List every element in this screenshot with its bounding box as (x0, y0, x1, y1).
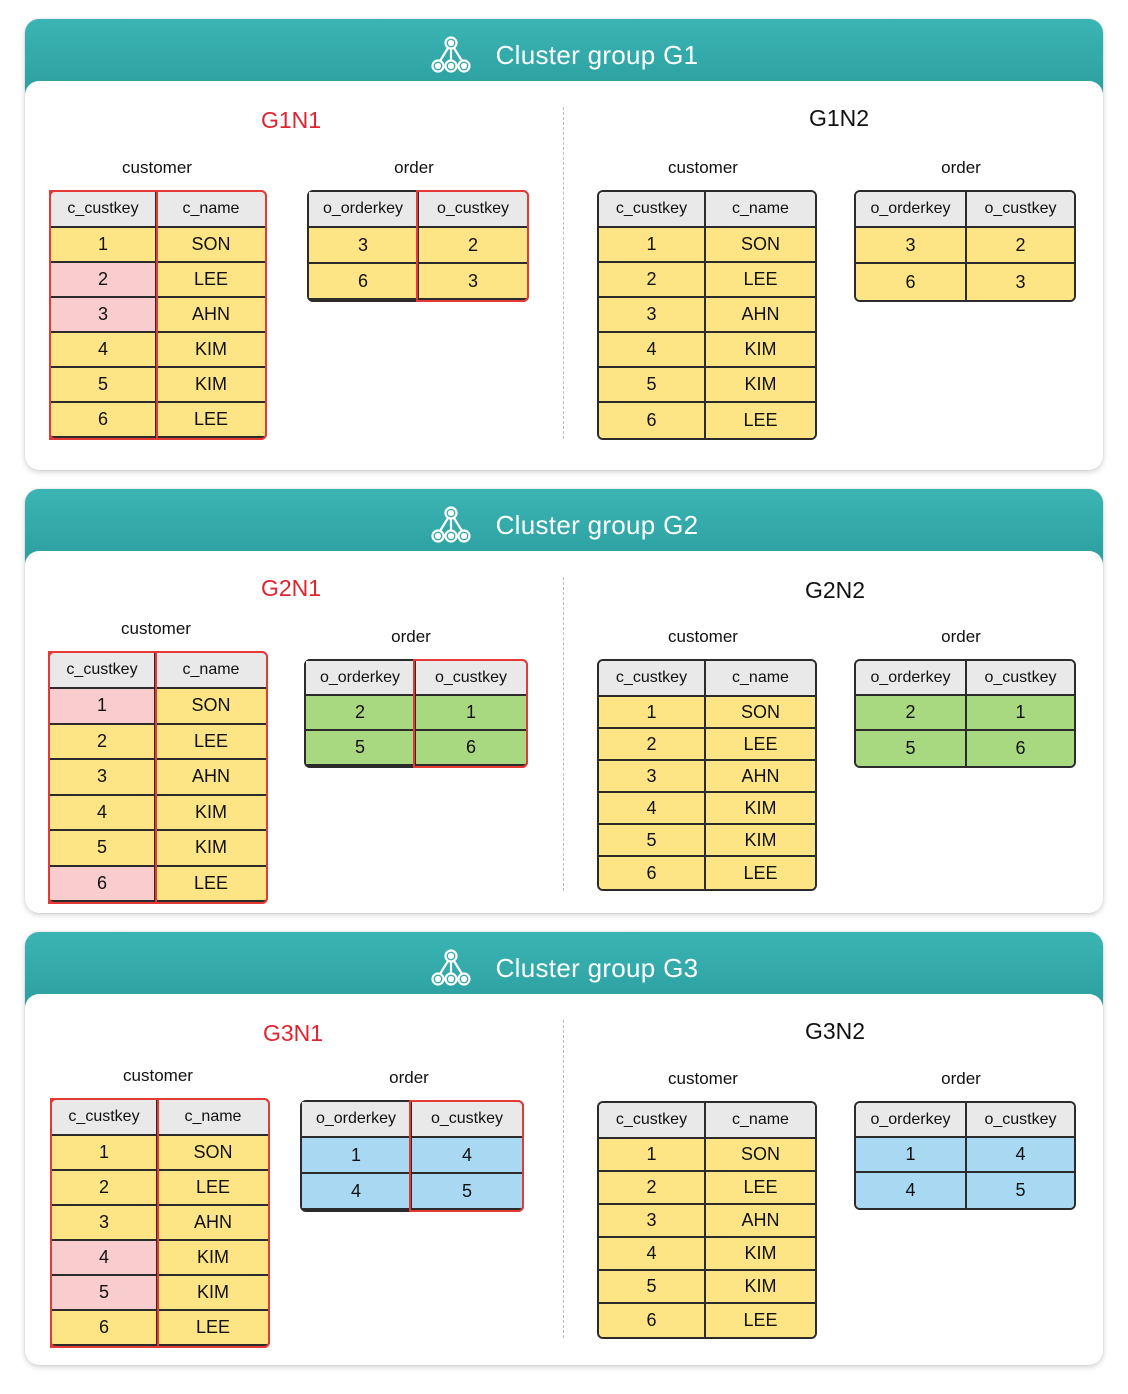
table-row (52, 1171, 268, 1206)
table-row (856, 696, 1074, 731)
c-name-cell: SON (706, 697, 815, 729)
o-orderkey-cell: 1 (302, 1138, 412, 1174)
order-table-label: order (391, 627, 431, 646)
c-custkey-cell: 1 (599, 1139, 706, 1172)
node-title: G2N1 (260, 575, 322, 601)
c-name-cell: KIM (156, 796, 266, 832)
c-custkey-cell: 3 (599, 761, 706, 793)
o-custkey-cell: 6 (416, 731, 526, 766)
group-body (25, 994, 1103, 1365)
c-custkey-cell: 4 (599, 333, 706, 368)
o-orderkey-cell: 6 (309, 264, 419, 300)
column-header-o-custkey: o_custkey (967, 661, 1074, 696)
table-row (50, 689, 266, 725)
table-row (51, 228, 265, 263)
table-row (309, 228, 527, 264)
o-orderkey-cell: 4 (856, 1173, 967, 1208)
c-custkey-cell: 1 (51, 228, 157, 263)
column-header-c-custkey: c_custkey (599, 192, 706, 228)
column-header-o-orderkey: o_orderkey (856, 1103, 967, 1138)
table-row (302, 1174, 522, 1210)
o-custkey-cell: 5 (412, 1174, 522, 1210)
c-custkey-cell: 3 (599, 298, 706, 333)
o-orderkey-cell: 2 (856, 696, 967, 731)
c-name-cell: LEE (706, 403, 815, 438)
customer-table-label: customer (668, 1069, 738, 1088)
c-custkey-cell: 2 (599, 1172, 706, 1205)
table-row (51, 368, 265, 403)
c-name-cell: SON (156, 689, 266, 725)
table-row (599, 697, 815, 729)
c-custkey-cell: 3 (51, 298, 157, 333)
table-row (599, 761, 815, 793)
c-name-cell: LEE (706, 1172, 815, 1205)
column-header-c-name: c_name (706, 192, 815, 228)
c-custkey-cell: 4 (599, 1238, 706, 1271)
column-header-o-orderkey: o_orderkey (306, 661, 416, 696)
c-name-cell: SON (706, 1139, 815, 1172)
c-name-cell: LEE (706, 263, 815, 298)
order-table-label: order (394, 158, 434, 177)
table-row (599, 403, 815, 438)
column-header-o-custkey: o_custkey (967, 192, 1074, 228)
o-custkey-cell: 5 (967, 1173, 1074, 1208)
c-custkey-cell: 5 (51, 368, 157, 403)
c-custkey-cell: 6 (51, 403, 157, 438)
column-header-c-custkey: c_custkey (599, 1103, 706, 1139)
table-row (50, 725, 266, 761)
o-custkey-cell: 4 (967, 1138, 1074, 1173)
column-header-c-custkey: c_custkey (599, 661, 706, 697)
c-name-cell: KIM (706, 793, 815, 825)
c-name-cell: KIM (706, 1238, 815, 1271)
table-row (856, 228, 1074, 264)
table-row (50, 796, 266, 832)
c-custkey-cell: 2 (52, 1171, 158, 1206)
node-title: G2N2 (804, 577, 866, 603)
table-row (52, 1311, 268, 1346)
o-custkey-cell: 2 (967, 228, 1074, 264)
customer-table-label: customer (123, 1066, 193, 1085)
table-row (51, 298, 265, 333)
c-custkey-cell: 5 (599, 825, 706, 857)
o-orderkey-cell: 5 (856, 731, 967, 766)
c-custkey-cell: 2 (51, 263, 157, 298)
o-orderkey-cell: 3 (309, 228, 419, 264)
o-orderkey-cell: 6 (856, 264, 967, 300)
c-name-cell: KIM (156, 831, 266, 867)
column-header-o-orderkey: o_orderkey (856, 661, 967, 696)
table-row (599, 1172, 815, 1205)
c-name-cell: AHN (158, 1206, 268, 1241)
c-name-cell: KIM (157, 333, 265, 368)
cluster-icon (430, 505, 472, 545)
table-row (50, 867, 266, 903)
table-row (856, 1138, 1074, 1173)
table-row (599, 1271, 815, 1304)
column-header-c-name: c_name (156, 653, 266, 689)
order-table (307, 190, 529, 302)
order-table (854, 190, 1076, 302)
table-row (856, 731, 1074, 766)
table-row (52, 1136, 268, 1171)
column-header-o-orderkey: o_orderkey (309, 192, 419, 228)
c-name-cell: SON (158, 1136, 268, 1171)
c-custkey-cell: 1 (599, 228, 706, 263)
order-table (854, 659, 1076, 768)
o-custkey-cell: 4 (412, 1138, 522, 1174)
table-row (599, 228, 815, 263)
table-row (309, 264, 527, 300)
c-name-cell: LEE (706, 857, 815, 889)
table-row (856, 264, 1074, 300)
table-row (302, 1138, 522, 1174)
table-row (52, 1206, 268, 1241)
customer-table (49, 190, 267, 440)
node-title: G3N2 (804, 1018, 866, 1044)
o-custkey-cell: 3 (419, 264, 527, 300)
c-name-cell: KIM (158, 1241, 268, 1276)
customer-table (597, 190, 817, 440)
c-custkey-cell: 2 (599, 729, 706, 761)
c-name-cell: SON (706, 228, 815, 263)
group-title: Cluster group G2 (495, 509, 699, 540)
o-orderkey-cell: 5 (306, 731, 416, 766)
table-row (50, 760, 266, 796)
c-custkey-cell: 6 (52, 1311, 158, 1346)
c-custkey-cell: 5 (52, 1276, 158, 1311)
node-divider (563, 577, 564, 891)
node-title: G1N2 (808, 105, 870, 131)
table-row (599, 263, 815, 298)
c-custkey-cell: 2 (50, 725, 156, 761)
order-table (300, 1100, 524, 1212)
customer-table (597, 659, 817, 891)
customer-table-label: customer (668, 627, 738, 646)
cluster-group-g2 (25, 489, 1103, 913)
order-table (304, 659, 528, 768)
order-table-label: order (389, 1068, 429, 1087)
group-body (25, 81, 1103, 470)
customer-table-label: customer (122, 158, 192, 177)
column-header-c-custkey: c_custkey (50, 653, 156, 689)
c-name-cell: AHN (157, 298, 265, 333)
c-custkey-cell: 5 (50, 831, 156, 867)
c-name-cell: LEE (156, 867, 266, 903)
table-row (599, 857, 815, 889)
c-name-cell: AHN (156, 760, 266, 796)
c-name-cell: AHN (706, 298, 815, 333)
table-row (599, 1205, 815, 1238)
customer-table (50, 1098, 270, 1348)
o-orderkey-cell: 3 (856, 228, 967, 264)
table-row (599, 1238, 815, 1271)
c-name-cell: AHN (706, 761, 815, 793)
node-divider (563, 107, 564, 439)
c-name-cell: KIM (157, 368, 265, 403)
c-custkey-cell: 4 (52, 1241, 158, 1276)
group-body (25, 551, 1103, 913)
table-row (51, 263, 265, 298)
table-row (599, 1139, 815, 1172)
column-header-o-custkey: o_custkey (967, 1103, 1074, 1138)
c-custkey-cell: 5 (599, 368, 706, 403)
c-custkey-cell: 3 (599, 1205, 706, 1238)
c-custkey-cell: 5 (599, 1271, 706, 1304)
table-row (52, 1276, 268, 1311)
o-custkey-cell: 1 (967, 696, 1074, 731)
order-table (854, 1101, 1076, 1210)
o-custkey-cell: 2 (419, 228, 527, 264)
table-row (306, 696, 526, 731)
column-header-c-name: c_name (706, 661, 815, 697)
table-row (856, 1173, 1074, 1208)
c-custkey-cell: 4 (599, 793, 706, 825)
table-row (599, 368, 815, 403)
cluster-group-g1 (25, 19, 1103, 470)
column-header-o-orderkey: o_orderkey (856, 192, 967, 228)
table-row (599, 1304, 815, 1337)
node-divider (563, 1020, 564, 1338)
c-custkey-cell: 3 (52, 1206, 158, 1241)
c-name-cell: LEE (156, 725, 266, 761)
c-name-cell: KIM (158, 1276, 268, 1311)
column-header-o-orderkey: o_orderkey (302, 1102, 412, 1138)
c-custkey-cell: 1 (50, 689, 156, 725)
order-table-label: order (941, 158, 981, 177)
table-row (599, 729, 815, 761)
c-custkey-cell: 6 (599, 857, 706, 889)
o-orderkey-cell: 4 (302, 1174, 412, 1210)
table-row (51, 403, 265, 438)
order-table-label: order (941, 1069, 981, 1088)
c-custkey-cell: 1 (52, 1136, 158, 1171)
table-row (599, 333, 815, 368)
c-name-cell: KIM (706, 368, 815, 403)
table-row (599, 825, 815, 857)
o-orderkey-cell: 1 (856, 1138, 967, 1173)
group-title: Cluster group G3 (495, 952, 699, 983)
node-title: G3N1 (262, 1020, 324, 1046)
c-custkey-cell: 2 (599, 263, 706, 298)
order-table-label: order (941, 627, 981, 646)
column-header-o-custkey: o_custkey (416, 661, 526, 696)
c-custkey-cell: 4 (51, 333, 157, 368)
o-custkey-cell: 1 (416, 696, 526, 731)
customer-table-label: customer (121, 619, 191, 638)
column-header-o-custkey: o_custkey (412, 1102, 522, 1138)
c-name-cell: LEE (157, 263, 265, 298)
c-name-cell: KIM (706, 1271, 815, 1304)
c-name-cell: KIM (706, 825, 815, 857)
c-name-cell: KIM (706, 333, 815, 368)
table-row (50, 831, 266, 867)
column-header-c-custkey: c_custkey (52, 1100, 158, 1136)
c-custkey-cell: 4 (50, 796, 156, 832)
customer-table-label: customer (668, 158, 738, 177)
table-row (306, 731, 526, 766)
c-name-cell: AHN (706, 1205, 815, 1238)
customer-table (48, 651, 268, 904)
o-orderkey-cell: 2 (306, 696, 416, 731)
group-title: Cluster group G1 (495, 39, 699, 70)
cluster-icon (430, 948, 472, 988)
node-title: G1N1 (260, 107, 322, 133)
c-name-cell: LEE (158, 1311, 268, 1346)
c-custkey-cell: 6 (599, 1304, 706, 1337)
c-custkey-cell: 6 (599, 403, 706, 438)
table-row (599, 298, 815, 333)
cluster-icon (430, 35, 472, 75)
cluster-group-g3 (25, 932, 1103, 1365)
table-row (51, 333, 265, 368)
column-header-c-custkey: c_custkey (51, 192, 157, 228)
column-header-c-name: c_name (706, 1103, 815, 1139)
c-custkey-cell: 1 (599, 697, 706, 729)
column-header-c-name: c_name (158, 1100, 268, 1136)
customer-table (597, 1101, 817, 1339)
o-custkey-cell: 6 (967, 731, 1074, 766)
column-header-o-custkey: o_custkey (419, 192, 527, 228)
c-name-cell: LEE (158, 1171, 268, 1206)
c-custkey-cell: 3 (50, 760, 156, 796)
c-custkey-cell: 6 (50, 867, 156, 903)
column-header-c-name: c_name (157, 192, 265, 228)
c-name-cell: SON (157, 228, 265, 263)
o-custkey-cell: 3 (967, 264, 1074, 300)
c-name-cell: LEE (157, 403, 265, 438)
c-name-cell: LEE (706, 729, 815, 761)
table-row (52, 1241, 268, 1276)
c-name-cell: LEE (706, 1304, 815, 1337)
table-row (599, 793, 815, 825)
